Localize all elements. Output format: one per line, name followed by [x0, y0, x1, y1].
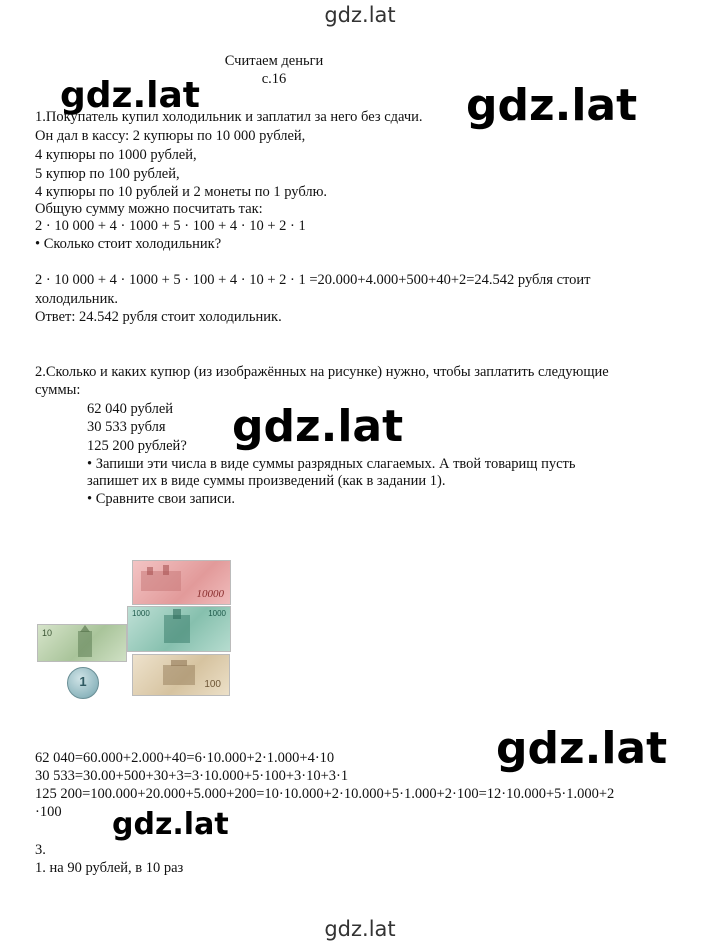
task2-item-4: • Запиши эти числа в виде суммы разрядных слагаемых. А твой товарищ пусть	[87, 456, 576, 472]
task2-solution-3: 125 200=100.000+20.000+5.000+200=10·10.000+2·10.000+5·1.000+2·100=12·10.000+5·1.000+2	[35, 786, 615, 802]
coin-value: 1	[79, 674, 87, 689]
task2-item-1: 62 040 рублей	[87, 401, 174, 417]
watermark-overlay-1: gdz.lat	[60, 75, 201, 116]
page-number: с.16	[261, 71, 287, 87]
watermark-bottom: gdz.lat	[324, 917, 396, 941]
task3-answer: 1. на 90 рублей, в 10 раз	[35, 860, 184, 876]
task1-line-7: 2 · 10 000 + 4 · 1000 + 5 · 100 + 4 · 10 + 2 · 1	[35, 218, 306, 234]
task2-item-6: • Сравните свои записи.	[87, 491, 235, 507]
task1-line-4: 5 купюр по 100 рублей,	[35, 166, 180, 182]
coin-1-ruble	[67, 667, 99, 699]
banknote-1000	[127, 606, 231, 652]
banknote-10000-value: 10000	[196, 588, 224, 600]
banknote-1000-value-right: 1000	[208, 609, 226, 618]
banknote-100-value: 100	[204, 679, 221, 690]
banknote-10000	[132, 560, 231, 605]
banknote-10	[37, 624, 127, 662]
task1-line-8: • Сколько стоит холодильник?	[35, 236, 222, 252]
task2-item-2: 30 533 рубля	[87, 419, 166, 435]
task1-line-3: 4 купюры по 1000 рублей,	[35, 147, 197, 163]
task2-intro-1: 2.Сколько и каких купюр (из изображённых на рисунке) нужно, чтобы заплатить следующие	[35, 364, 609, 380]
task1-line-1: 1.Покупатель купил холодильник и заплатил за него без сдачи.	[35, 109, 423, 125]
task1-line-6: Общую сумму можно посчитать так:	[35, 201, 263, 217]
task1-line-2: Он дал в кассу: 2 купюры по 10 000 рублей,	[35, 128, 306, 144]
page-title: Считаем деньги	[224, 53, 324, 69]
banknote-1000-value-left: 1000	[132, 609, 150, 618]
watermark-overlay-4: gdz.lat	[496, 723, 668, 774]
task2-item-3: 125 200 рублей?	[87, 438, 187, 454]
watermark-overlay-2: gdz.lat	[466, 80, 638, 131]
watermark-overlay-5: gdz.lat	[112, 807, 229, 842]
task2-solution-1: 62 040=60.000+2.000+40=6·10.000+2·1.000+4·10	[35, 750, 335, 766]
watermark-overlay-3: gdz.lat	[232, 401, 404, 452]
task1-answer: Ответ: 24.542 рубля стоит холодильник.	[35, 309, 282, 325]
task2-intro-2: суммы:	[35, 382, 81, 398]
banknote-10-value: 10	[42, 628, 53, 638]
task3-number: 3.	[35, 842, 46, 858]
task2-item-5: запишет их в виде суммы произведений (как в задании 1).	[87, 473, 446, 489]
task1-line-5: 4 купюры по 10 рублей и 2 монеты по 1 рублю.	[35, 184, 328, 200]
task1-solution-2: холодильник.	[35, 291, 118, 307]
task2-solution-4: ·100	[35, 804, 62, 820]
banknote-100	[132, 654, 230, 696]
task1-solution-1: 2 · 10 000 + 4 · 1000 + 5 · 100 + 4 · 10 + 2 · 1 =20.000+4.000+500+40+2=24.542 рубля стоит	[35, 272, 591, 288]
watermark-top: gdz.lat	[324, 3, 396, 27]
task2-solution-2: 30 533=30.00+500+30+3=3·10.000+5·100+3·10+3·1	[35, 768, 349, 784]
